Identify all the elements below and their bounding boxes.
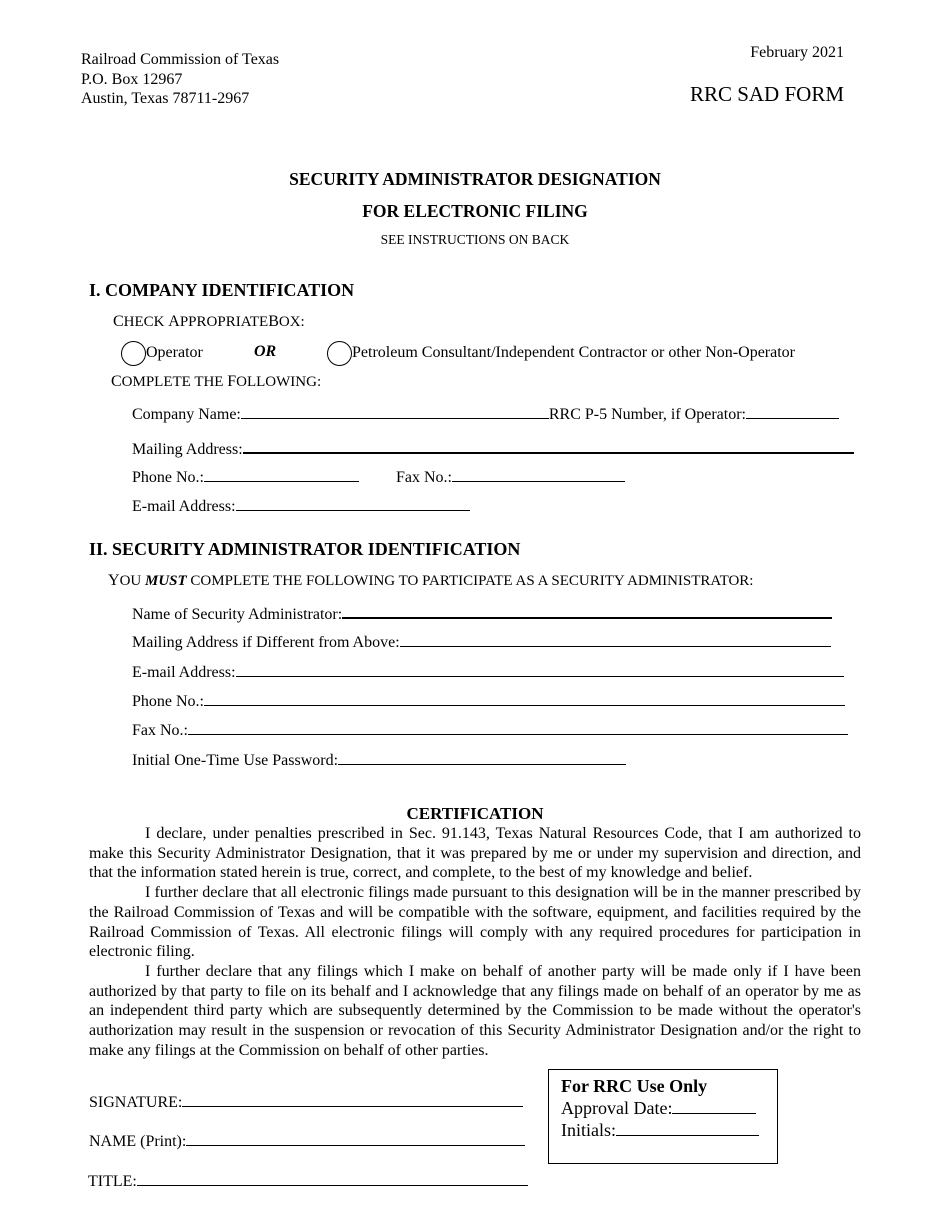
name-print-label: NAME (Print): bbox=[89, 1133, 187, 1150]
operator-label: Operator bbox=[146, 344, 203, 362]
operator-radio[interactable] bbox=[121, 341, 146, 366]
sa-password-line[interactable] bbox=[338, 749, 626, 765]
signature-field[interactable] bbox=[89, 1091, 523, 1112]
check-box-instruction: CHECK APPROPRIATEBOX: bbox=[113, 313, 305, 330]
initials-field[interactable] bbox=[561, 1119, 777, 1141]
certification-paragraph-1: I declare, under penalties prescribed in Sec. 91.143, Texas Natural Resources Code, that I am authorized to make this Security Administrator Designation, that it was prepared by me or under my supervision and direction, and that the information stated herein is true, correct, and complete, to the best of my knowledge and belief. bbox=[89, 825, 861, 882]
sa-mailing-label: Mailing Address if Different from Above: bbox=[132, 634, 400, 651]
email-line[interactable] bbox=[236, 495, 470, 511]
section2-heading: II. SECURITY ADMINISTRATOR IDENTIFICATION bbox=[89, 539, 521, 559]
initials-line[interactable] bbox=[616, 1120, 759, 1136]
phone-line[interactable] bbox=[204, 466, 359, 482]
fax-field[interactable] bbox=[396, 466, 625, 487]
company-name-line[interactable] bbox=[241, 403, 549, 419]
agency-address bbox=[81, 50, 279, 109]
sa-name-label: Name of Security Administrator: bbox=[132, 606, 343, 623]
signature-line[interactable] bbox=[182, 1091, 523, 1107]
certification-paragraph-2: I further declare that all electronic filings made pursuant to this designation will be in the manner prescribed by the Railroad Commission of Texas and will be compatible with the software, equipment, and facilities required by the Railroad Commission of Texas. All electronic filings will comply with any required procedures for participation in electronic filing. bbox=[89, 884, 861, 961]
form-title-line1: SECURITY ADMINISTRATOR DESIGNATION bbox=[289, 169, 661, 189]
non-operator-option[interactable] bbox=[327, 341, 795, 366]
sa-fax-label: Fax No.: bbox=[132, 722, 188, 739]
signature-label: SIGNATURE: bbox=[89, 1094, 183, 1111]
sa-email-line[interactable] bbox=[236, 661, 844, 677]
certification-text bbox=[89, 824, 861, 1060]
sa-instruction: YOU MUST COMPLETE THE FOLLOWING TO PARTICIPATE AS A SECURITY ADMINISTRATOR: bbox=[108, 572, 754, 589]
sa-fax-field[interactable] bbox=[132, 719, 848, 740]
p5-number-label: RRC P-5 Number, if Operator: bbox=[548, 406, 746, 423]
agency-name: Railroad Commission of Texas bbox=[81, 51, 280, 68]
agency-po-box: P.O. Box 12967 bbox=[81, 70, 183, 88]
rrc-use-only-heading: For RRC Use Only bbox=[561, 1076, 708, 1096]
approval-date-label: Approval Date: bbox=[561, 1098, 673, 1118]
phone-field[interactable] bbox=[132, 466, 359, 487]
mailing-address-line[interactable] bbox=[243, 437, 854, 454]
sa-phone-field[interactable] bbox=[132, 690, 845, 711]
mailing-address-field[interactable] bbox=[132, 437, 854, 459]
certification-paragraph-3: I further declare that any filings which I make on behalf of another party will be made only if I have been authorized by that party to file on its behalf and I acknowledge that any filings made on behalf of an operator by me as an independent third party which are subsequently determined by the Commission to be made without the operator's authorization may result in the suspension or revocation of this Security Administrator Designation and/or the right to make any filings at the Commission on behalf of other parties. bbox=[89, 962, 861, 1059]
sa-mailing-field[interactable] bbox=[132, 631, 831, 652]
approval-date-field[interactable] bbox=[561, 1097, 777, 1119]
title-label: TITLE: bbox=[88, 1173, 137, 1190]
title-line[interactable] bbox=[137, 1170, 528, 1186]
email-field[interactable] bbox=[132, 495, 470, 516]
name-print-line[interactable] bbox=[186, 1130, 525, 1146]
email-label: E-mail Address: bbox=[132, 498, 236, 515]
or-label: OR bbox=[254, 343, 277, 360]
form-name: RRC SAD FORM bbox=[689, 82, 844, 106]
mailing-address-label: Mailing Address: bbox=[132, 441, 243, 458]
non-operator-radio[interactable] bbox=[327, 341, 352, 366]
sa-email-label: E-mail Address: bbox=[132, 664, 236, 681]
sa-password-label: Initial One-Time Use Password: bbox=[132, 752, 339, 769]
sa-fax-line[interactable] bbox=[188, 719, 848, 735]
certification-heading: CERTIFICATION bbox=[406, 804, 544, 823]
company-name-field[interactable] bbox=[132, 403, 839, 424]
p5-number-line[interactable] bbox=[746, 403, 839, 419]
sa-phone-label: Phone No.: bbox=[132, 693, 204, 710]
fax-line[interactable] bbox=[452, 466, 625, 482]
sa-name-field[interactable] bbox=[132, 602, 832, 624]
sa-name-line[interactable] bbox=[342, 602, 832, 619]
approval-date-line[interactable] bbox=[672, 1098, 756, 1114]
form-title-line2: FOR ELECTRONIC FILING bbox=[362, 201, 588, 221]
initials-label: Initials: bbox=[561, 1120, 616, 1140]
sa-password-field[interactable] bbox=[132, 749, 626, 770]
fax-label: Fax No.: bbox=[396, 469, 452, 486]
title-field[interactable] bbox=[88, 1170, 528, 1191]
company-name-label: Company Name: bbox=[132, 406, 241, 423]
name-print-field[interactable] bbox=[89, 1130, 525, 1151]
operator-option[interactable] bbox=[121, 341, 203, 366]
sa-mailing-line[interactable] bbox=[400, 631, 831, 647]
complete-instruction: COMPLETE THE FOLLOWING: bbox=[111, 373, 322, 390]
instructions-note: SEE INSTRUCTIONS ON BACK bbox=[380, 232, 570, 247]
phone-label: Phone No.: bbox=[132, 469, 204, 486]
sa-email-field[interactable] bbox=[132, 661, 844, 682]
agency-city: Austin, Texas 78711-2967 bbox=[81, 90, 250, 107]
form-date: February 2021 bbox=[750, 44, 844, 61]
section1-heading: I. COMPANY IDENTIFICATION bbox=[89, 280, 355, 300]
non-operator-label: Petroleum Consultant/Independent Contractor or other Non-Operator bbox=[352, 344, 795, 362]
rrc-use-only-box bbox=[548, 1069, 778, 1164]
sa-phone-line[interactable] bbox=[204, 690, 845, 706]
